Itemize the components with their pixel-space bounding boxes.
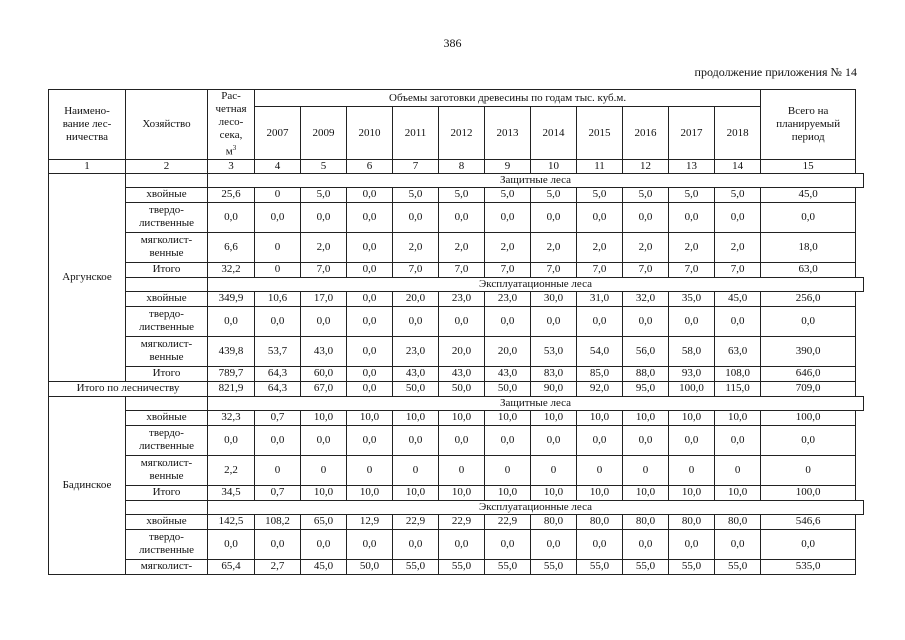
year-volume: 0,0	[531, 202, 577, 232]
farm-type: мягколист- венные	[126, 232, 208, 262]
year-volume: 0,0	[347, 529, 393, 559]
period-total: 100,0	[761, 485, 856, 500]
forestry-name: Аргунское	[49, 173, 126, 381]
left-spacer-cell	[126, 277, 208, 291]
allowable-cut: 0,0	[208, 306, 255, 336]
year-volume: 0,0	[485, 306, 531, 336]
farm-type: хвойные	[126, 187, 208, 202]
year-volume: 0,0	[577, 529, 623, 559]
year-volume: 10,0	[531, 485, 577, 500]
farm-type: Итого	[126, 262, 208, 277]
column-number: 1	[49, 159, 126, 173]
year-volume: 5,0	[439, 187, 485, 202]
year-volume: 45,0	[301, 559, 347, 574]
section-title-row	[49, 500, 864, 514]
year-volume: 0,0	[577, 202, 623, 232]
table-row	[49, 455, 864, 485]
year-volume: 12,9	[347, 514, 393, 529]
year-volume: 0,0	[255, 529, 301, 559]
year-volume: 80,0	[623, 514, 669, 529]
table-row	[49, 514, 864, 529]
year-volume: 22,9	[439, 514, 485, 529]
year-volume: 0,0	[715, 306, 761, 336]
allowable-cut: 349,9	[208, 291, 255, 306]
year-volume: 0,0	[715, 425, 761, 455]
year-header: 2011	[393, 107, 439, 159]
year-volume: 43,0	[393, 366, 439, 381]
year-volume: 0	[347, 455, 393, 485]
year-volume: 80,0	[715, 514, 761, 529]
column-number: 11	[577, 159, 623, 173]
section-title-row	[49, 277, 864, 291]
year-volume: 0,0	[531, 529, 577, 559]
year-volume: 2,0	[393, 232, 439, 262]
year-volume: 0,0	[485, 529, 531, 559]
table-body	[49, 173, 864, 574]
year-volume: 10,0	[485, 410, 531, 425]
allowable-cut: 821,9	[208, 381, 255, 396]
farm-type: хвойные	[126, 514, 208, 529]
year-volume: 2,0	[577, 232, 623, 262]
header-total	[761, 90, 856, 160]
period-total: 100,0	[761, 410, 856, 425]
year-volume: 85,0	[577, 366, 623, 381]
table-row	[49, 262, 864, 277]
farm-type: твердо- лиственные	[126, 529, 208, 559]
year-volume: 10,0	[301, 410, 347, 425]
year-volume: 56,0	[623, 336, 669, 366]
forest-type-title: Защитные леса	[208, 173, 864, 187]
period-total: 0,0	[761, 202, 856, 232]
year-volume: 55,0	[393, 559, 439, 574]
year-volume: 0,0	[347, 291, 393, 306]
header-cut-sup: 3	[232, 144, 237, 152]
allowable-cut: 0,0	[208, 529, 255, 559]
left-spacer-cell	[126, 173, 208, 187]
column-number: 15	[761, 159, 856, 173]
allowable-cut: 0,0	[208, 202, 255, 232]
year-volume: 80,0	[577, 514, 623, 529]
forest-type-title: Защитные леса	[208, 396, 864, 410]
year-volume: 10,0	[577, 410, 623, 425]
allowable-cut: 32,3	[208, 410, 255, 425]
year-volume: 64,3	[255, 381, 301, 396]
period-total: 256,0	[761, 291, 856, 306]
year-volume: 7,0	[669, 262, 715, 277]
year-volume: 53,7	[255, 336, 301, 366]
year-volume: 10,0	[347, 410, 393, 425]
year-volume: 0,0	[301, 529, 347, 559]
year-volume: 0,7	[255, 485, 301, 500]
header-forestry	[49, 90, 126, 160]
year-volume: 20,0	[439, 336, 485, 366]
year-volume: 17,0	[301, 291, 347, 306]
table-row	[49, 232, 864, 262]
year-header: 2018	[715, 107, 761, 159]
year-volume: 0,0	[577, 306, 623, 336]
table-row	[49, 306, 864, 336]
year-volume: 23,0	[485, 291, 531, 306]
year-volume: 5,0	[669, 187, 715, 202]
page-number: 386	[443, 36, 462, 50]
year-volume: 0,0	[301, 425, 347, 455]
year-volume: 108,0	[715, 366, 761, 381]
year-volume: 50,0	[439, 381, 485, 396]
year-volume: 2,0	[531, 232, 577, 262]
year-volume: 43,0	[485, 366, 531, 381]
table-row	[49, 529, 864, 559]
allowable-cut: 2,2	[208, 455, 255, 485]
allowable-cut: 25,6	[208, 187, 255, 202]
year-volume: 10,0	[669, 410, 715, 425]
column-number: 2	[126, 159, 208, 173]
year-volume: 90,0	[531, 381, 577, 396]
period-total: 0,0	[761, 425, 856, 455]
forestry-summary-label: Итого по лесничеству	[49, 381, 208, 396]
year-volume: 0,0	[347, 187, 393, 202]
forestry-summary-row	[49, 381, 864, 396]
year-volume: 55,0	[715, 559, 761, 574]
year-volume: 0,0	[347, 232, 393, 262]
year-volume: 10,6	[255, 291, 301, 306]
continuation-note: продолжение приложения № 14	[694, 65, 857, 79]
year-volume: 55,0	[439, 559, 485, 574]
year-volume: 5,0	[301, 187, 347, 202]
header-volumes	[255, 90, 761, 107]
table-row	[49, 425, 864, 455]
farm-type: мягколист- венные	[126, 455, 208, 485]
year-volume: 64,3	[255, 366, 301, 381]
year-volume: 0,0	[393, 306, 439, 336]
allowable-cut: 32,2	[208, 262, 255, 277]
year-volume: 0	[623, 455, 669, 485]
period-total: 0,0	[761, 306, 856, 336]
year-volume: 22,9	[393, 514, 439, 529]
year-volume: 5,0	[485, 187, 531, 202]
year-volume: 10,0	[301, 485, 347, 500]
year-volume: 0,0	[439, 202, 485, 232]
year-volume: 55,0	[531, 559, 577, 574]
year-volume: 10,0	[393, 410, 439, 425]
farm-type: Итого	[126, 485, 208, 500]
year-volume: 7,0	[577, 262, 623, 277]
timber-harvest-table	[48, 89, 864, 575]
year-volume: 0,0	[669, 425, 715, 455]
year-header: 2012	[439, 107, 485, 159]
year-volume: 0,0	[715, 202, 761, 232]
year-volume: 0,0	[669, 306, 715, 336]
year-volume: 10,0	[531, 410, 577, 425]
forest-type-title: Эксплуатационные леса	[208, 500, 864, 514]
year-volume: 0,7	[255, 410, 301, 425]
year-volume: 0,0	[301, 202, 347, 232]
year-volume: 23,0	[439, 291, 485, 306]
year-header: 2009	[301, 107, 347, 159]
year-volume: 54,0	[577, 336, 623, 366]
year-volume: 65,0	[301, 514, 347, 529]
column-number: 6	[347, 159, 393, 173]
year-header: 2017	[669, 107, 715, 159]
year-volume: 32,0	[623, 291, 669, 306]
table-row	[49, 291, 864, 306]
allowable-cut: 6,6	[208, 232, 255, 262]
year-volume: 20,0	[485, 336, 531, 366]
year-volume: 0,0	[255, 306, 301, 336]
year-volume: 0,0	[439, 306, 485, 336]
year-volume: 10,0	[485, 485, 531, 500]
column-number: 10	[531, 159, 577, 173]
year-volume: 7,0	[393, 262, 439, 277]
year-volume: 0,0	[623, 529, 669, 559]
year-volume: 0,0	[531, 425, 577, 455]
year-header: 2013	[485, 107, 531, 159]
table-row	[49, 187, 864, 202]
header-total-text: Всего на планируемый период	[776, 104, 841, 143]
year-volume: 23,0	[393, 336, 439, 366]
year-volume: 0,0	[715, 529, 761, 559]
farm-type: Итого	[126, 366, 208, 381]
period-total: 709,0	[761, 381, 856, 396]
year-volume: 31,0	[577, 291, 623, 306]
year-volume: 92,0	[577, 381, 623, 396]
year-volume: 2,0	[715, 232, 761, 262]
year-volume: 7,0	[531, 262, 577, 277]
year-volume: 0	[669, 455, 715, 485]
year-volume: 0	[439, 455, 485, 485]
year-volume: 55,0	[577, 559, 623, 574]
year-volume: 83,0	[531, 366, 577, 381]
year-volume: 10,0	[347, 485, 393, 500]
forestry-name: Бадинское	[49, 396, 126, 574]
year-volume: 2,0	[439, 232, 485, 262]
year-volume: 0	[531, 455, 577, 485]
table-row	[49, 366, 864, 381]
year-volume: 0,0	[577, 425, 623, 455]
year-volume: 0,0	[531, 306, 577, 336]
year-volume: 0,0	[623, 306, 669, 336]
year-volume: 0,0	[439, 425, 485, 455]
year-volume: 80,0	[669, 514, 715, 529]
year-volume: 10,0	[439, 485, 485, 500]
year-volume: 0,0	[347, 381, 393, 396]
allowable-cut: 789,7	[208, 366, 255, 381]
header-cut-text: Рас- четная лесо- сека, м	[215, 90, 247, 158]
year-volume: 0,0	[347, 366, 393, 381]
period-total: 45,0	[761, 187, 856, 202]
column-number: 8	[439, 159, 485, 173]
year-volume: 0,0	[623, 202, 669, 232]
year-volume: 95,0	[623, 381, 669, 396]
year-volume: 0,0	[485, 202, 531, 232]
period-total: 535,0	[761, 559, 856, 574]
year-volume: 35,0	[669, 291, 715, 306]
year-volume: 50,0	[347, 559, 393, 574]
farm-type: твердо- лиственные	[126, 425, 208, 455]
year-volume: 5,0	[393, 187, 439, 202]
farm-type: мягколист- венные	[126, 336, 208, 366]
year-volume: 50,0	[485, 381, 531, 396]
farm-type: хвойные	[126, 291, 208, 306]
year-volume: 5,0	[577, 187, 623, 202]
year-volume: 88,0	[623, 366, 669, 381]
year-volume: 0	[255, 232, 301, 262]
year-volume: 2,0	[301, 232, 347, 262]
year-volume: 0,0	[393, 202, 439, 232]
year-volume: 2,7	[255, 559, 301, 574]
left-spacer-cell	[126, 500, 208, 514]
column-number: 13	[669, 159, 715, 173]
year-volume: 100,0	[669, 381, 715, 396]
period-total: 546,6	[761, 514, 856, 529]
year-volume: 10,0	[623, 410, 669, 425]
year-volume: 5,0	[531, 187, 577, 202]
year-volume: 2,0	[623, 232, 669, 262]
header-forestry-text: Наимено- вание лес- ничества	[62, 104, 112, 143]
allowable-cut: 65,4	[208, 559, 255, 574]
year-volume: 7,0	[485, 262, 531, 277]
year-volume: 0,0	[669, 529, 715, 559]
allowable-cut: 439,8	[208, 336, 255, 366]
period-total: 63,0	[761, 262, 856, 277]
year-volume: 93,0	[669, 366, 715, 381]
year-volume: 7,0	[301, 262, 347, 277]
year-volume: 0	[715, 455, 761, 485]
column-number: 12	[623, 159, 669, 173]
year-volume: 22,9	[485, 514, 531, 529]
period-total: 18,0	[761, 232, 856, 262]
year-volume: 0,0	[347, 202, 393, 232]
header-cut	[208, 90, 255, 160]
year-volume: 0	[393, 455, 439, 485]
table-row	[49, 410, 864, 425]
year-volume: 10,0	[623, 485, 669, 500]
year-header: 2015	[577, 107, 623, 159]
year-volume: 20,0	[393, 291, 439, 306]
allowable-cut: 34,5	[208, 485, 255, 500]
year-volume: 43,0	[439, 366, 485, 381]
table-row	[49, 202, 864, 232]
allowable-cut: 142,5	[208, 514, 255, 529]
year-volume: 0	[255, 187, 301, 202]
header-farm	[126, 90, 208, 160]
section-title-row	[49, 173, 864, 187]
year-header: 2016	[623, 107, 669, 159]
farm-type: твердо- лиственные	[126, 202, 208, 232]
period-total: 0	[761, 455, 856, 485]
year-volume: 2,0	[485, 232, 531, 262]
year-volume: 0,0	[255, 202, 301, 232]
table-row	[49, 336, 864, 366]
farm-type: мягколист-	[126, 559, 208, 574]
year-volume: 10,0	[669, 485, 715, 500]
year-volume: 2,0	[669, 232, 715, 262]
year-volume: 0,0	[669, 202, 715, 232]
year-volume: 55,0	[623, 559, 669, 574]
year-volume: 30,0	[531, 291, 577, 306]
year-volume: 7,0	[715, 262, 761, 277]
year-volume: 0,0	[255, 425, 301, 455]
year-volume: 10,0	[393, 485, 439, 500]
year-volume: 10,0	[577, 485, 623, 500]
year-volume: 10,0	[715, 410, 761, 425]
year-volume: 0	[255, 455, 301, 485]
year-volume: 5,0	[623, 187, 669, 202]
year-volume: 0,0	[347, 336, 393, 366]
year-volume: 7,0	[623, 262, 669, 277]
year-volume: 55,0	[669, 559, 715, 574]
year-volume: 45,0	[715, 291, 761, 306]
year-volume: 0,0	[393, 529, 439, 559]
column-number: 3	[208, 159, 255, 173]
period-total: 0,0	[761, 529, 856, 559]
year-header: 2010	[347, 107, 393, 159]
year-volume: 108,2	[255, 514, 301, 529]
year-volume: 67,0	[301, 381, 347, 396]
year-volume: 80,0	[531, 514, 577, 529]
header-farm-text: Хозяйство	[142, 117, 191, 130]
left-spacer-cell	[126, 396, 208, 410]
year-volume: 0,0	[623, 425, 669, 455]
year-volume: 50,0	[393, 381, 439, 396]
year-volume: 0	[485, 455, 531, 485]
year-volume: 0,0	[347, 425, 393, 455]
column-number: 4	[255, 159, 301, 173]
year-header: 2007	[255, 107, 301, 159]
column-number: 5	[301, 159, 347, 173]
year-volume: 0	[577, 455, 623, 485]
table-row	[49, 559, 864, 574]
year-volume: 0,0	[393, 425, 439, 455]
year-header: 2014	[531, 107, 577, 159]
year-volume: 5,0	[715, 187, 761, 202]
table-row	[49, 485, 864, 500]
year-volume: 55,0	[485, 559, 531, 574]
year-volume: 10,0	[715, 485, 761, 500]
year-volume: 7,0	[439, 262, 485, 277]
forest-type-title: Эксплуатационные леса	[208, 277, 864, 291]
header-volumes-text: Объемы заготовки древесины по годам тыс. куб.м.	[389, 91, 627, 104]
section-title-row	[49, 396, 864, 410]
column-number: 9	[485, 159, 531, 173]
year-volume: 63,0	[715, 336, 761, 366]
year-volume: 10,0	[439, 410, 485, 425]
column-numbers-row	[49, 159, 864, 173]
period-total: 646,0	[761, 366, 856, 381]
year-volume: 0,0	[301, 306, 347, 336]
year-volume: 0	[255, 262, 301, 277]
year-volume: 0,0	[439, 529, 485, 559]
year-volume: 115,0	[715, 381, 761, 396]
year-volume: 43,0	[301, 336, 347, 366]
column-number: 14	[715, 159, 761, 173]
farm-type: хвойные	[126, 410, 208, 425]
column-number: 7	[393, 159, 439, 173]
year-volume: 60,0	[301, 366, 347, 381]
farm-type: твердо- лиственные	[126, 306, 208, 336]
year-volume: 0,0	[347, 262, 393, 277]
year-volume: 53,0	[531, 336, 577, 366]
year-volume: 58,0	[669, 336, 715, 366]
year-volume: 0	[301, 455, 347, 485]
period-total: 390,0	[761, 336, 856, 366]
year-volume: 0,0	[347, 306, 393, 336]
allowable-cut: 0,0	[208, 425, 255, 455]
year-volume: 0,0	[485, 425, 531, 455]
